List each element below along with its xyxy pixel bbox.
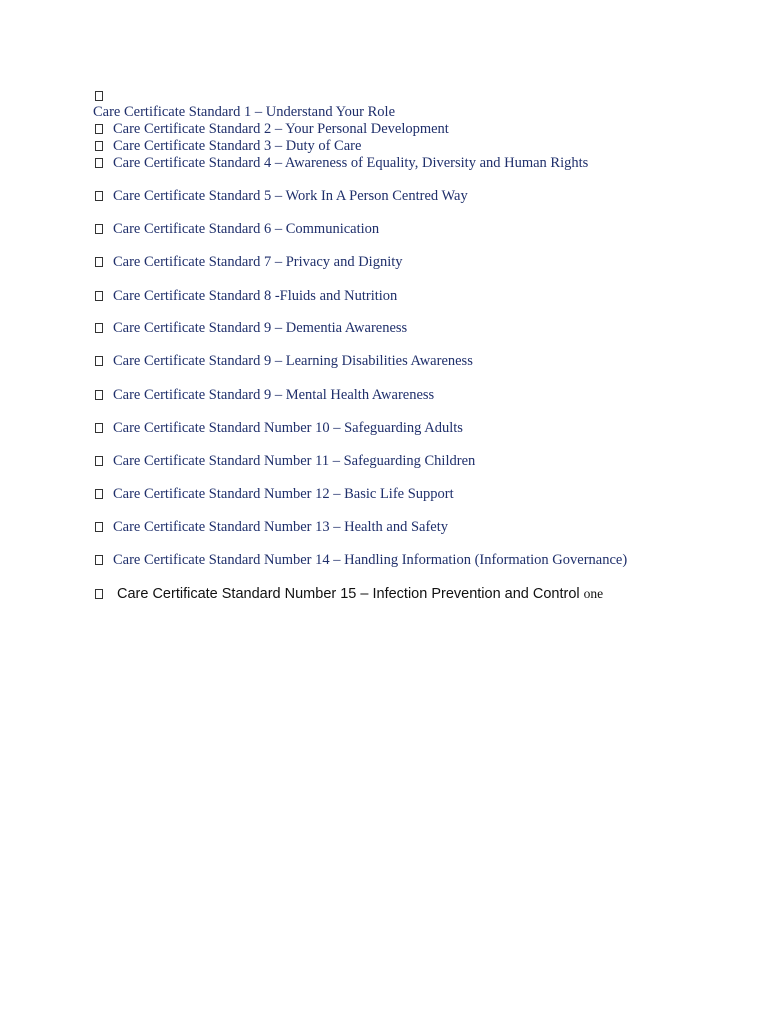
square-bullet-icon [95,191,103,201]
list-item-standard-9-learning [93,353,473,370]
list-item-suffix: one [583,586,604,601]
square-bullet-icon [95,323,103,333]
list-item-text: Care Certificate Standard Number 12 – Basic Life Support [113,486,454,502]
list-item-text: Care Certificate Standard Number 13 – Health and Safety [113,519,448,535]
square-bullet-icon [95,522,103,532]
list-item-text: Care Certificate Standard 9 – Dementia Awareness [113,320,408,336]
list-item-text: Care Certificate Standard Number 14 – Handling Information (Information Governance) [113,552,628,568]
list-item-standard-5 [93,188,468,205]
list-item-standard-2 [93,121,449,138]
list-item-standard-3 [93,138,361,155]
list-item-standard-14 [93,552,627,569]
square-bullet-icon [95,356,103,366]
list-item-standard-9-dementia [93,320,407,337]
list-item-standard-13 [93,519,448,536]
list-item-standard-6 [93,221,379,238]
square-bullet-icon [95,141,103,151]
square-bullet-icon [95,423,103,433]
list-item-text: Care Certificate Standard 4 – Awareness of Equality, Diversity and Human Rights [113,155,589,171]
list-item-text: Care Certificate Standard Number 10 – Safeguarding Adults [113,420,463,436]
list-item-text: Care Certificate Standard 6 – Communication [113,221,380,237]
list-item-text: Care Certificate Standard 7 – Privacy and Dignity [113,254,403,270]
square-bullet-icon [95,257,103,267]
square-bullet-icon [95,224,103,234]
square-bullet-icon [95,589,103,599]
list-item-standard-11 [93,453,475,470]
list-item-standard-9-mental-health [93,387,434,404]
list-item-text: Care Certificate Standard 2 – Your Personal Development [113,121,449,137]
square-bullet-icon [95,555,103,565]
square-bullet-icon [95,489,103,499]
square-bullet-icon [95,158,103,168]
list-item-standard-12 [93,486,454,503]
list-item-standard-15 [93,585,603,603]
list-item-text: Care Certificate Standard 8 -Fluids and Nutrition [113,288,398,304]
square-bullet-icon [95,390,103,400]
square-bullet-icon [95,456,103,466]
list-item-bullet-only [93,88,103,105]
list-item-text: Care Certificate Standard Number 15 – Infection Prevention and Control [117,586,580,602]
list-item-text: Care Certificate Standard 3 – Duty of Care [113,138,362,154]
list-item-text: Care Certificate Standard 9 – Mental Health Awareness [113,387,435,403]
square-bullet-icon [95,291,103,301]
list-item-standard-7 [93,254,403,271]
square-bullet-icon [95,91,103,101]
list-item-text: Care Certificate Standard Number 11 – Safeguarding Children [113,453,476,469]
list-item-text: Care Certificate Standard 9 – Learning Disabilities Awareness [113,353,473,369]
square-bullet-icon [95,124,103,134]
list-item-standard-1 [93,104,395,121]
list-item-text: Care Certificate Standard 5 – Work In A Person Centred Way [113,188,468,204]
list-item-standard-8 [93,288,397,305]
list-item-standard-10 [93,420,463,437]
list-item-text: Care Certificate Standard 1 – Understand Your Role [93,104,396,120]
list-item-standard-4 [93,155,588,172]
